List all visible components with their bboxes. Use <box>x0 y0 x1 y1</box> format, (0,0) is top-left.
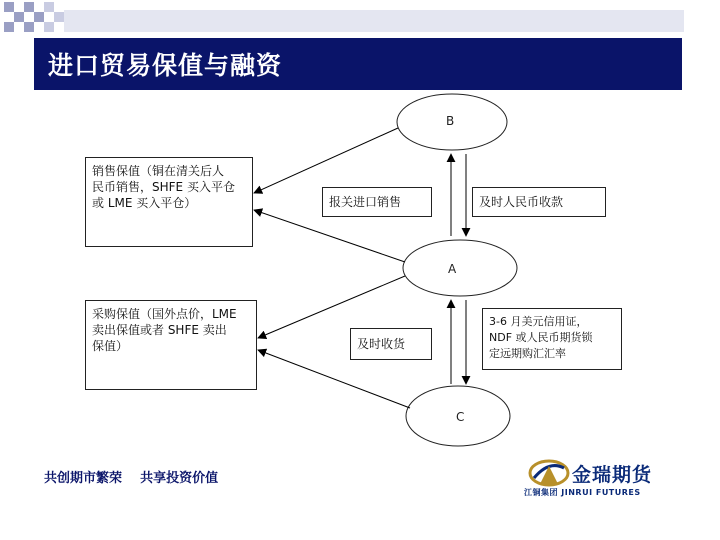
letter-of-credit-box <box>482 308 622 370</box>
rmb-collection-box <box>472 187 606 217</box>
receive-goods-label: 及时收货 <box>357 337 406 351</box>
logo-subtitle: 江铜集团 JINRUI FUTURES <box>524 488 641 497</box>
rmb-collection-label: 及时人民币收款 <box>479 195 564 209</box>
purchase-hedge-line-3: 保值） <box>92 339 129 353</box>
purchase-hedge-box <box>85 300 257 390</box>
sales-hedge-line-3: 或 LME 买入平仓） <box>92 196 197 210</box>
node-a-label: A <box>448 262 457 276</box>
sales-hedge-line-1: 销售保值（铜在清关后人 <box>92 164 225 178</box>
lc-line-2: NDF 或人民币期货锁 <box>489 331 593 344</box>
logo-name: 金瑞期货 <box>572 464 653 486</box>
sales-hedge-box <box>85 157 253 247</box>
lc-line-3: 定远期购汇汇率 <box>489 347 566 360</box>
arrow-a-to-sales <box>254 210 405 262</box>
node-c-label: C <box>456 410 465 424</box>
purchase-hedge-line-2: 卖出保值或者 SHFE 卖出 <box>92 323 227 337</box>
node-a-ellipse <box>403 240 517 296</box>
purchase-hedge-line-1: 采购保值（国外点价，LME <box>92 307 237 321</box>
footer-slogan: 共创期市繁荣 共享投资价值 <box>44 471 219 486</box>
lc-line-1: 3-6 月美元信用证， <box>489 315 588 328</box>
node-b-label: B <box>446 114 455 128</box>
arrow-b-to-sales <box>254 128 398 193</box>
customs-sales-label: 报关进口销售 <box>329 195 402 209</box>
customs-sales-box <box>322 187 432 217</box>
company-logo <box>524 458 694 500</box>
logo-emblem-icon <box>528 458 570 488</box>
sales-hedge-line-2: 民币销售，SHFE 买入平仓 <box>92 180 235 194</box>
page-title: 进口贸易保值与融资 <box>48 51 283 80</box>
receive-goods-box <box>350 328 432 360</box>
